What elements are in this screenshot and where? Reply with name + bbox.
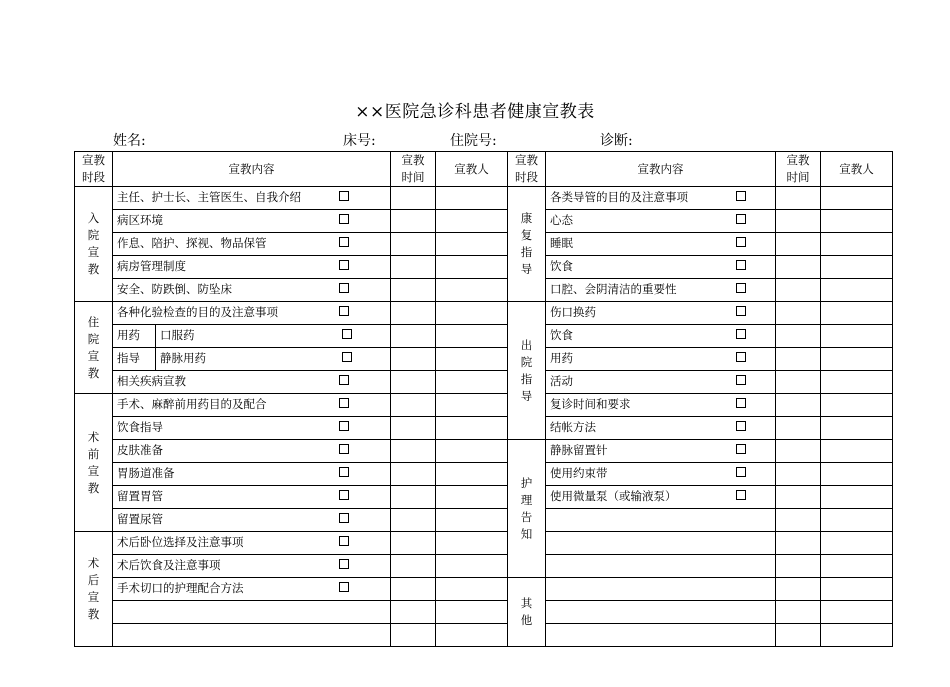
educator-cell[interactable] (821, 187, 893, 210)
checkbox[interactable] (736, 329, 746, 339)
item-inpatient-last[interactable]: 相关疾病宣教 (113, 371, 391, 394)
item-preop-5[interactable]: 留置胃管 (113, 486, 391, 509)
form-title: ××医院急诊科患者健康宣教表 (355, 102, 595, 122)
time-cell[interactable] (776, 279, 821, 302)
time-cell[interactable] (776, 624, 821, 647)
time-cell[interactable] (776, 210, 821, 233)
table-row (75, 371, 893, 394)
educator-cell[interactable] (436, 233, 508, 256)
educator-cell[interactable] (821, 463, 893, 486)
section-discharge: 出院指导 (508, 302, 546, 440)
time-cell[interactable] (776, 509, 821, 532)
educator-cell[interactable] (436, 210, 508, 233)
section-inpatient: 住院宣教 (75, 302, 113, 394)
item-preop-3[interactable]: 皮肤准备 (113, 440, 391, 463)
empty-content-cell[interactable] (113, 601, 391, 624)
checkbox[interactable] (339, 375, 349, 385)
educator-cell[interactable] (436, 532, 508, 555)
table-row (75, 440, 893, 463)
time-cell[interactable] (391, 509, 436, 532)
time-cell[interactable] (391, 302, 436, 325)
time-cell[interactable] (776, 302, 821, 325)
educator-cell[interactable] (436, 187, 508, 210)
checkbox[interactable] (736, 421, 746, 431)
time-cell[interactable] (391, 555, 436, 578)
name-field-label: 姓名: (113, 133, 146, 149)
time-cell[interactable] (776, 532, 821, 555)
educator-cell[interactable] (436, 348, 508, 371)
empty-content-cell[interactable] (113, 624, 391, 647)
checkbox[interactable] (736, 237, 746, 247)
educator-cell[interactable] (436, 302, 508, 325)
checkbox[interactable] (339, 536, 349, 546)
section-admission: 入院宣教 (75, 187, 113, 302)
item-rehab-2[interactable]: 心态 (546, 210, 776, 233)
item-discharge-5[interactable]: 复诊时间和要求 (546, 394, 776, 417)
item-preop-6[interactable]: 留置尿管 (113, 509, 391, 532)
educator-cell[interactable] (821, 555, 893, 578)
educator-cell[interactable] (436, 601, 508, 624)
checkbox[interactable] (339, 306, 349, 316)
time-cell[interactable] (391, 463, 436, 486)
item-discharge-6[interactable]: 结帐方法 (546, 417, 776, 440)
time-cell[interactable] (776, 394, 821, 417)
item-inpatient-1[interactable]: 各种化验检查的目的及注意事项 (113, 302, 391, 325)
time-cell[interactable] (776, 348, 821, 371)
educator-cell[interactable] (436, 555, 508, 578)
educator-cell[interactable] (821, 509, 893, 532)
educator-cell[interactable] (821, 486, 893, 509)
time-cell[interactable] (776, 463, 821, 486)
educator-cell[interactable] (821, 233, 893, 256)
item-preop-1[interactable]: 手术、麻醉前用药目的及配合 (113, 394, 391, 417)
checkbox[interactable] (736, 191, 746, 201)
header-educator-right: 宣教人 (821, 152, 893, 187)
educator-cell[interactable] (821, 440, 893, 463)
time-cell[interactable] (776, 601, 821, 624)
educator-cell[interactable] (821, 394, 893, 417)
educator-cell[interactable] (436, 256, 508, 279)
med-guide-label-2: 指导 (113, 348, 156, 371)
time-cell[interactable] (391, 417, 436, 440)
header-time-right: 宣教时间 (776, 152, 821, 187)
item-postop-1[interactable]: 术后卧位选择及注意事项 (113, 532, 391, 555)
item-rehab-1[interactable]: 各类导管的目的及注意事项 (546, 187, 776, 210)
checkbox[interactable] (339, 559, 349, 569)
time-cell[interactable] (391, 256, 436, 279)
header-content: 宣教内容 (113, 152, 391, 187)
time-cell[interactable] (391, 624, 436, 647)
checkbox[interactable] (339, 582, 349, 592)
checkbox[interactable] (736, 398, 746, 408)
item-admission-1[interactable]: 主任、护士长、主管医生、自我介绍 (113, 187, 391, 210)
section-other: 其他 (508, 578, 546, 647)
item-discharge-1[interactable]: 伤口换药 (546, 302, 776, 325)
checkbox[interactable] (736, 444, 746, 454)
checkbox[interactable] (339, 513, 349, 523)
table-row (75, 279, 893, 302)
diagnosis-field-label: 诊断: (600, 133, 633, 149)
table-header-row (75, 152, 893, 187)
educator-cell[interactable] (436, 509, 508, 532)
checkbox[interactable] (339, 214, 349, 224)
checkbox[interactable] (339, 444, 349, 454)
checkbox[interactable] (736, 214, 746, 224)
time-cell[interactable] (391, 348, 436, 371)
checkbox[interactable] (736, 375, 746, 385)
education-table (74, 151, 893, 647)
section-preop: 术前宣教 (75, 394, 113, 532)
table-row (75, 578, 893, 601)
time-cell[interactable] (776, 187, 821, 210)
time-cell[interactable] (391, 486, 436, 509)
item-admission-2[interactable]: 病区环境 (113, 210, 391, 233)
item-nursing-2[interactable]: 使用约束带 (546, 463, 776, 486)
med-guide-label-1: 用药 (113, 325, 156, 348)
checkbox[interactable] (339, 421, 349, 431)
educator-cell[interactable] (821, 624, 893, 647)
time-cell[interactable] (776, 578, 821, 601)
header-phase: 宣教时段 (75, 152, 113, 187)
table-row (75, 624, 893, 647)
table-row (75, 532, 893, 555)
item-inpatient-oral[interactable]: 口服药 (156, 325, 391, 348)
item-admission-3[interactable]: 作息、陪护、探视、物品保管 (113, 233, 391, 256)
time-cell[interactable] (391, 578, 436, 601)
educator-cell[interactable] (821, 325, 893, 348)
admission-no-field-label: 住院号: (450, 133, 497, 149)
educator-cell[interactable] (436, 624, 508, 647)
item-discharge-2[interactable]: 饮食 (546, 325, 776, 348)
item-preop-4[interactable]: 胃肠道准备 (113, 463, 391, 486)
checkbox[interactable] (339, 398, 349, 408)
table-row (75, 233, 893, 256)
time-cell[interactable] (776, 256, 821, 279)
checkbox[interactable] (736, 260, 746, 270)
educator-cell[interactable] (436, 440, 508, 463)
educator-cell[interactable] (436, 394, 508, 417)
time-cell[interactable] (776, 440, 821, 463)
educator-cell[interactable] (436, 486, 508, 509)
table-row (75, 463, 893, 486)
educator-cell[interactable] (821, 578, 893, 601)
table-row (75, 509, 893, 532)
item-rehab-3[interactable]: 睡眠 (546, 233, 776, 256)
time-cell[interactable] (391, 210, 436, 233)
item-nursing-3[interactable]: 使用微量泵（或输液泵） (546, 486, 776, 509)
item-admission-4[interactable]: 病房管理制度 (113, 256, 391, 279)
checkbox[interactable] (736, 490, 746, 500)
item-nursing-1[interactable]: 静脉留置针 (546, 440, 776, 463)
table-row (75, 210, 893, 233)
educator-cell[interactable] (436, 417, 508, 440)
checkbox[interactable] (339, 467, 349, 477)
checkbox[interactable] (339, 237, 349, 247)
time-cell[interactable] (391, 325, 436, 348)
section-nursing: 护理告知 (508, 440, 546, 578)
time-cell[interactable] (776, 371, 821, 394)
educator-cell[interactable] (436, 371, 508, 394)
time-cell[interactable] (391, 187, 436, 210)
empty-content-cell[interactable] (546, 601, 776, 624)
checkbox[interactable] (339, 260, 349, 270)
empty-content-cell[interactable] (546, 578, 776, 601)
item-discharge-3[interactable]: 用药 (546, 348, 776, 371)
time-cell[interactable] (391, 532, 436, 555)
educator-cell[interactable] (821, 601, 893, 624)
checkbox[interactable] (342, 329, 352, 339)
header-time: 宣教时间 (391, 152, 436, 187)
empty-content-cell[interactable] (546, 532, 776, 555)
time-cell[interactable] (776, 325, 821, 348)
time-cell[interactable] (391, 601, 436, 624)
table-row (75, 325, 893, 348)
table-row (75, 601, 893, 624)
table-row (75, 417, 893, 440)
checkbox[interactable] (736, 306, 746, 316)
educator-cell[interactable] (821, 210, 893, 233)
checkbox[interactable] (339, 283, 349, 293)
empty-content-cell[interactable] (546, 509, 776, 532)
educator-cell[interactable] (821, 417, 893, 440)
bed-field-label: 床号: (343, 133, 376, 149)
table-row (75, 486, 893, 509)
time-cell[interactable] (391, 279, 436, 302)
empty-content-cell[interactable] (546, 624, 776, 647)
section-postop: 术后宣教 (75, 532, 113, 647)
educator-cell[interactable] (821, 256, 893, 279)
educator-cell[interactable] (821, 371, 893, 394)
table-row (75, 302, 893, 325)
header-content-right: 宣教内容 (546, 152, 776, 187)
item-discharge-4[interactable]: 活动 (546, 371, 776, 394)
table-row (75, 394, 893, 417)
checkbox[interactable] (736, 352, 746, 362)
educator-cell[interactable] (436, 463, 508, 486)
checkbox[interactable] (736, 283, 746, 293)
section-rehab: 康复指导 (508, 187, 546, 302)
empty-content-cell[interactable] (546, 555, 776, 578)
table-row (75, 348, 893, 371)
header-phase-right: 宣教时段 (508, 152, 546, 187)
item-rehab-5[interactable]: 口腔、会阴清洁的重要性 (546, 279, 776, 302)
checkbox[interactable] (339, 191, 349, 201)
time-cell[interactable] (776, 233, 821, 256)
header-educator: 宣教人 (436, 152, 508, 187)
time-cell[interactable] (391, 440, 436, 463)
educator-cell[interactable] (821, 279, 893, 302)
educator-cell[interactable] (436, 578, 508, 601)
educator-cell[interactable] (436, 325, 508, 348)
time-cell[interactable] (776, 486, 821, 509)
checkbox[interactable] (736, 467, 746, 477)
time-cell[interactable] (391, 371, 436, 394)
item-admission-5[interactable]: 安全、防跌倒、防坠床 (113, 279, 391, 302)
table-row (75, 256, 893, 279)
table-row (75, 187, 893, 210)
educator-cell[interactable] (821, 302, 893, 325)
time-cell[interactable] (776, 417, 821, 440)
time-cell[interactable] (776, 555, 821, 578)
item-inpatient-iv[interactable]: 静脉用药 (156, 348, 391, 371)
time-cell[interactable] (391, 233, 436, 256)
item-postop-2[interactable]: 术后饮食及注意事项 (113, 555, 391, 578)
item-postop-3[interactable]: 手术切口的护理配合方法 (113, 578, 391, 601)
table-row (75, 555, 893, 578)
item-rehab-4[interactable]: 饮食 (546, 256, 776, 279)
time-cell[interactable] (391, 394, 436, 417)
checkbox[interactable] (342, 352, 352, 362)
item-preop-2[interactable]: 饮食指导 (113, 417, 391, 440)
checkbox[interactable] (339, 490, 349, 500)
educator-cell[interactable] (821, 348, 893, 371)
educator-cell[interactable] (821, 532, 893, 555)
educator-cell[interactable] (436, 279, 508, 302)
